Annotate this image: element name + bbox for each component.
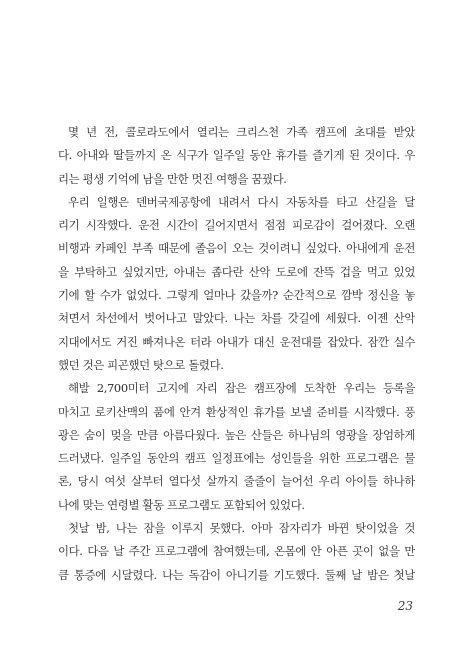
body-text	[58, 121, 415, 587]
text-line: 했던 것은 피곤했던 탓으로 돌렸다.	[58, 357, 224, 372]
text-line: 해발 2,700미터 고지에 자리 잡은 캠프장에 도착한 우리는 등록을	[68, 381, 415, 396]
text-line: 이다. 다음 날 주간 프로그램에 참여했는데, 온몸에 안 아픈 곳이 없을 만	[58, 544, 415, 559]
text-line: 드러냈다. 일주일 동안의 캠프 일정표에는 성인들을 위한 프로그램은 물	[58, 451, 415, 466]
text-line: 리기 시작했다. 운전 시간이 길어지면서 점점 피로감이 걸어졌다. 오랜	[58, 218, 415, 233]
text-line: 마치고 로키산맥의 품에 안겨 환상적인 휴가를 보낼 준비를 시작했다. 풍	[58, 404, 415, 419]
text-line: 을 부탁하고 싶었지만, 아내는 좁다란 산악 도로에 잔뜩 겁을 먹고 있었	[58, 264, 415, 279]
text-line: 큼 통증에 시달렸다. 나는 독감이 아니기를 기도했다. 둘째 날 밤은 첫날	[58, 567, 415, 582]
text-line: 나에 맞는 연령별 활동 프로그램도 포함되어 있었다.	[58, 497, 305, 512]
paragraph-1	[58, 121, 415, 191]
paragraph-4	[58, 517, 415, 587]
text-line: 쳐면서 차선에서 벗어나고 말았다. 나는 차를 갓길에 세웠다. 이젠 산악	[58, 311, 415, 326]
text-line: 우리 일행은 덴버국제공항에 내려서 다시 자동차를 타고 산길을 달	[68, 194, 415, 209]
text-line: 론, 당시 여섯 살부터 열다섯 살까지 줄줄이 늘어선 우리 아이들 하나하	[58, 474, 415, 489]
text-line: 다. 아내와 딸들까지 온 식구가 일주일 동안 휴가를 즐기게 된 것이다. 우	[58, 148, 415, 163]
page-number: 23	[397, 599, 413, 613]
paragraph-2	[58, 191, 415, 377]
text-line: 비행과 카페인 부족 때문에 졸음이 오는 것이려니 싶었다. 아내에게 운전	[58, 241, 415, 256]
text-line: 기에 할 수가 없었다. 그렇게 얼마나 갔을까? 순간적으로 깜박 정신을 놓	[58, 288, 415, 303]
text-line: 몇 년 전, 콜로라도에서 열리는 크리스천 가족 캠프에 초대를 받았	[68, 125, 415, 139]
text-line: 광은 숨이 멎을 만큼 아름다웠다. 높은 산들은 하나님의 영광을 장엄하게	[58, 427, 415, 442]
text-line: 리는 평생 기억에 남을 만한 멋진 여행을 꿈꿨다.	[58, 171, 287, 186]
text-line: 첫날 밤, 나는 잠을 이루지 못했다. 아마 잠자리가 바뀐 탓이었을 것	[68, 521, 415, 536]
text-line: 지대에서도 거진 빠져나온 터라 아내가 대신 운전대를 잡았다. 잠깐 실수	[58, 334, 415, 349]
paragraph-3	[58, 377, 415, 517]
